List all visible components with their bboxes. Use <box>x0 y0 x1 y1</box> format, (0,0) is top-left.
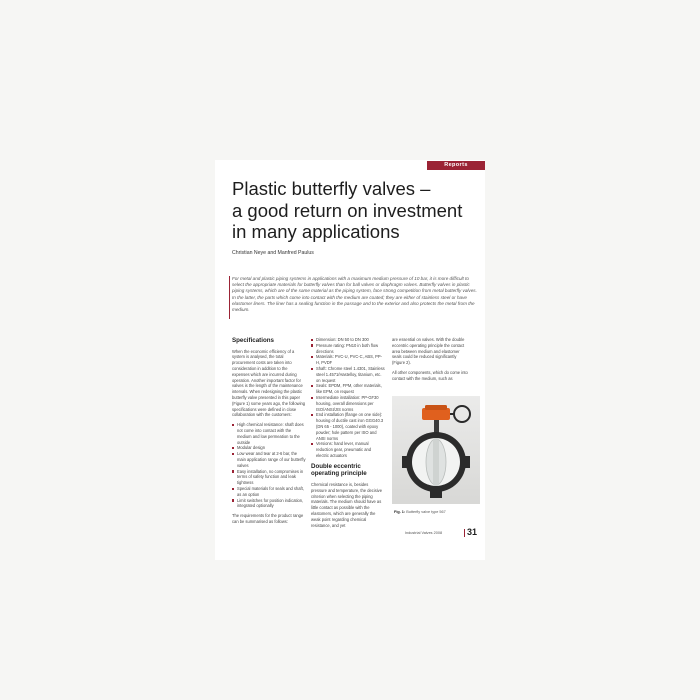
list-item: Pressure rating: PN10 in both flow directions <box>311 343 385 355</box>
column1-bullet-list <box>232 422 306 509</box>
article-title <box>232 178 482 243</box>
text-column-1 <box>232 337 306 529</box>
title-line-1: Plastic butterfly valves – <box>232 178 431 199</box>
list-item: Dimension: DN 50 to DN 300 <box>311 337 385 343</box>
list-item: Modular design <box>232 445 306 451</box>
list-item: Low wear and tear at 2-6 bar, the main application range of our butterfly valves <box>232 451 306 468</box>
list-item: Seals: EPDM, FPM, other materials, like EPM, on request <box>311 383 385 395</box>
column3-paragraph-2: All other components, which do come into contact with the medium, such as <box>392 369 468 381</box>
caption-text: Butterfly valve type 567 <box>406 510 446 514</box>
figure-caption <box>394 510 446 514</box>
text-column-3 <box>392 337 470 386</box>
body-foot <box>430 490 442 498</box>
article-abstract: For metal and plastic piping systems in applications with a maximum medium pressure of 10 bar, it is more difficult to select the appropriate materials for butterfly valves than for ball valves or diaphragm valves. Butterfly valves in plastic piping systems, which are of the same material as the piping system, face strong competition from metal butterfly valves. In the latter, the parts which come into contact with the medium are coated; they are either of stainless steel or have elastomer liners. The liner has a sealing function in the passage and to the exterior and also protects the metal from the medium. <box>232 276 477 313</box>
list-item: Easy installation, no compromises in terms of safety function and leak tightness <box>232 469 306 486</box>
section-tag: Reports <box>427 161 485 170</box>
abstract-rule <box>229 276 230 319</box>
footer-divider <box>464 529 465 537</box>
list-item: End installation (flange on one side): housing of ductile cast iron GGG40.3 (DN 65 - 1000), coated with epoxy powder; hole pattern per ISO and ANSI norms <box>311 412 385 441</box>
text-column-2 <box>311 337 385 532</box>
butterfly-valve-photo <box>392 396 480 504</box>
column1-outro: The requirements for the product range can be summarised as follows: <box>232 513 304 524</box>
body-lug-right <box>464 456 470 468</box>
caption-label: Fig. 1: <box>394 510 406 514</box>
column2-heading: Double eccentric operating principle <box>311 462 367 478</box>
column3-paragraph-1: are essential on valves. With the double eccentric operating principle the contact area between medium and elastomer seals could be reduced significantly (Figure 2). <box>392 337 465 366</box>
column1-heading: Specifications <box>232 337 274 344</box>
list-item: Special materials for seals and shaft, as an option <box>232 486 306 498</box>
title-line-2: a good return on investment <box>232 199 463 221</box>
journal-name: Industrial Valves 2008 <box>405 531 443 535</box>
article-authors: Christian Neye and Manfred Paulus <box>232 250 314 256</box>
list-item: Materials: PVC-U, PVC-C, ABS, PP-H, PVDF <box>311 354 385 366</box>
body-lug-left <box>402 456 408 468</box>
handwheel <box>454 406 470 422</box>
list-item: Versions: hand lever, manual reduction gear, pneumatic and electric actuators <box>311 441 385 458</box>
list-item: Limit switches for position indication, integrated optionally <box>232 498 306 510</box>
butterfly-valve-icon <box>392 396 480 504</box>
actuator-top <box>425 405 447 410</box>
page-number: 31 <box>467 527 478 537</box>
disc-hub <box>433 438 439 486</box>
list-item: Intermediate installation: PP-GF30 housing, overall dimensions per ISO/ANSI/JIS norms <box>311 395 385 412</box>
list-item: Shaft: Chrome steel 1.4301, Stainless steel 1.4571/Hastelloy, titanium, etc. on request <box>311 366 385 383</box>
title-line-3: in many applications <box>232 221 400 242</box>
list-item: High chemical resistance: shaft does not come into contact with the medium and low permeation to the outside <box>232 422 306 445</box>
column2-bullet-list <box>311 337 385 459</box>
column2-paragraph: Chemical resistance is, besides pressure and temperature, the decisive criterion when selecting the piping materials. The medium should have as little contact as possible with the elastomers, which are generally the weak point regarding chemical resistance, and yet <box>311 481 382 528</box>
column1-intro: When the economic efficiency of a system is analysed, the total procurement costs are taken into consideration in addition to the expenses which are incurred during operation. Another important factor for valves is the length of the maintenance intervals. When redesigning the plastic butterfly valve presented in this paper (Figure 1) some years ago, the following specifications were defined in close collaboration with the customers: <box>232 348 306 418</box>
